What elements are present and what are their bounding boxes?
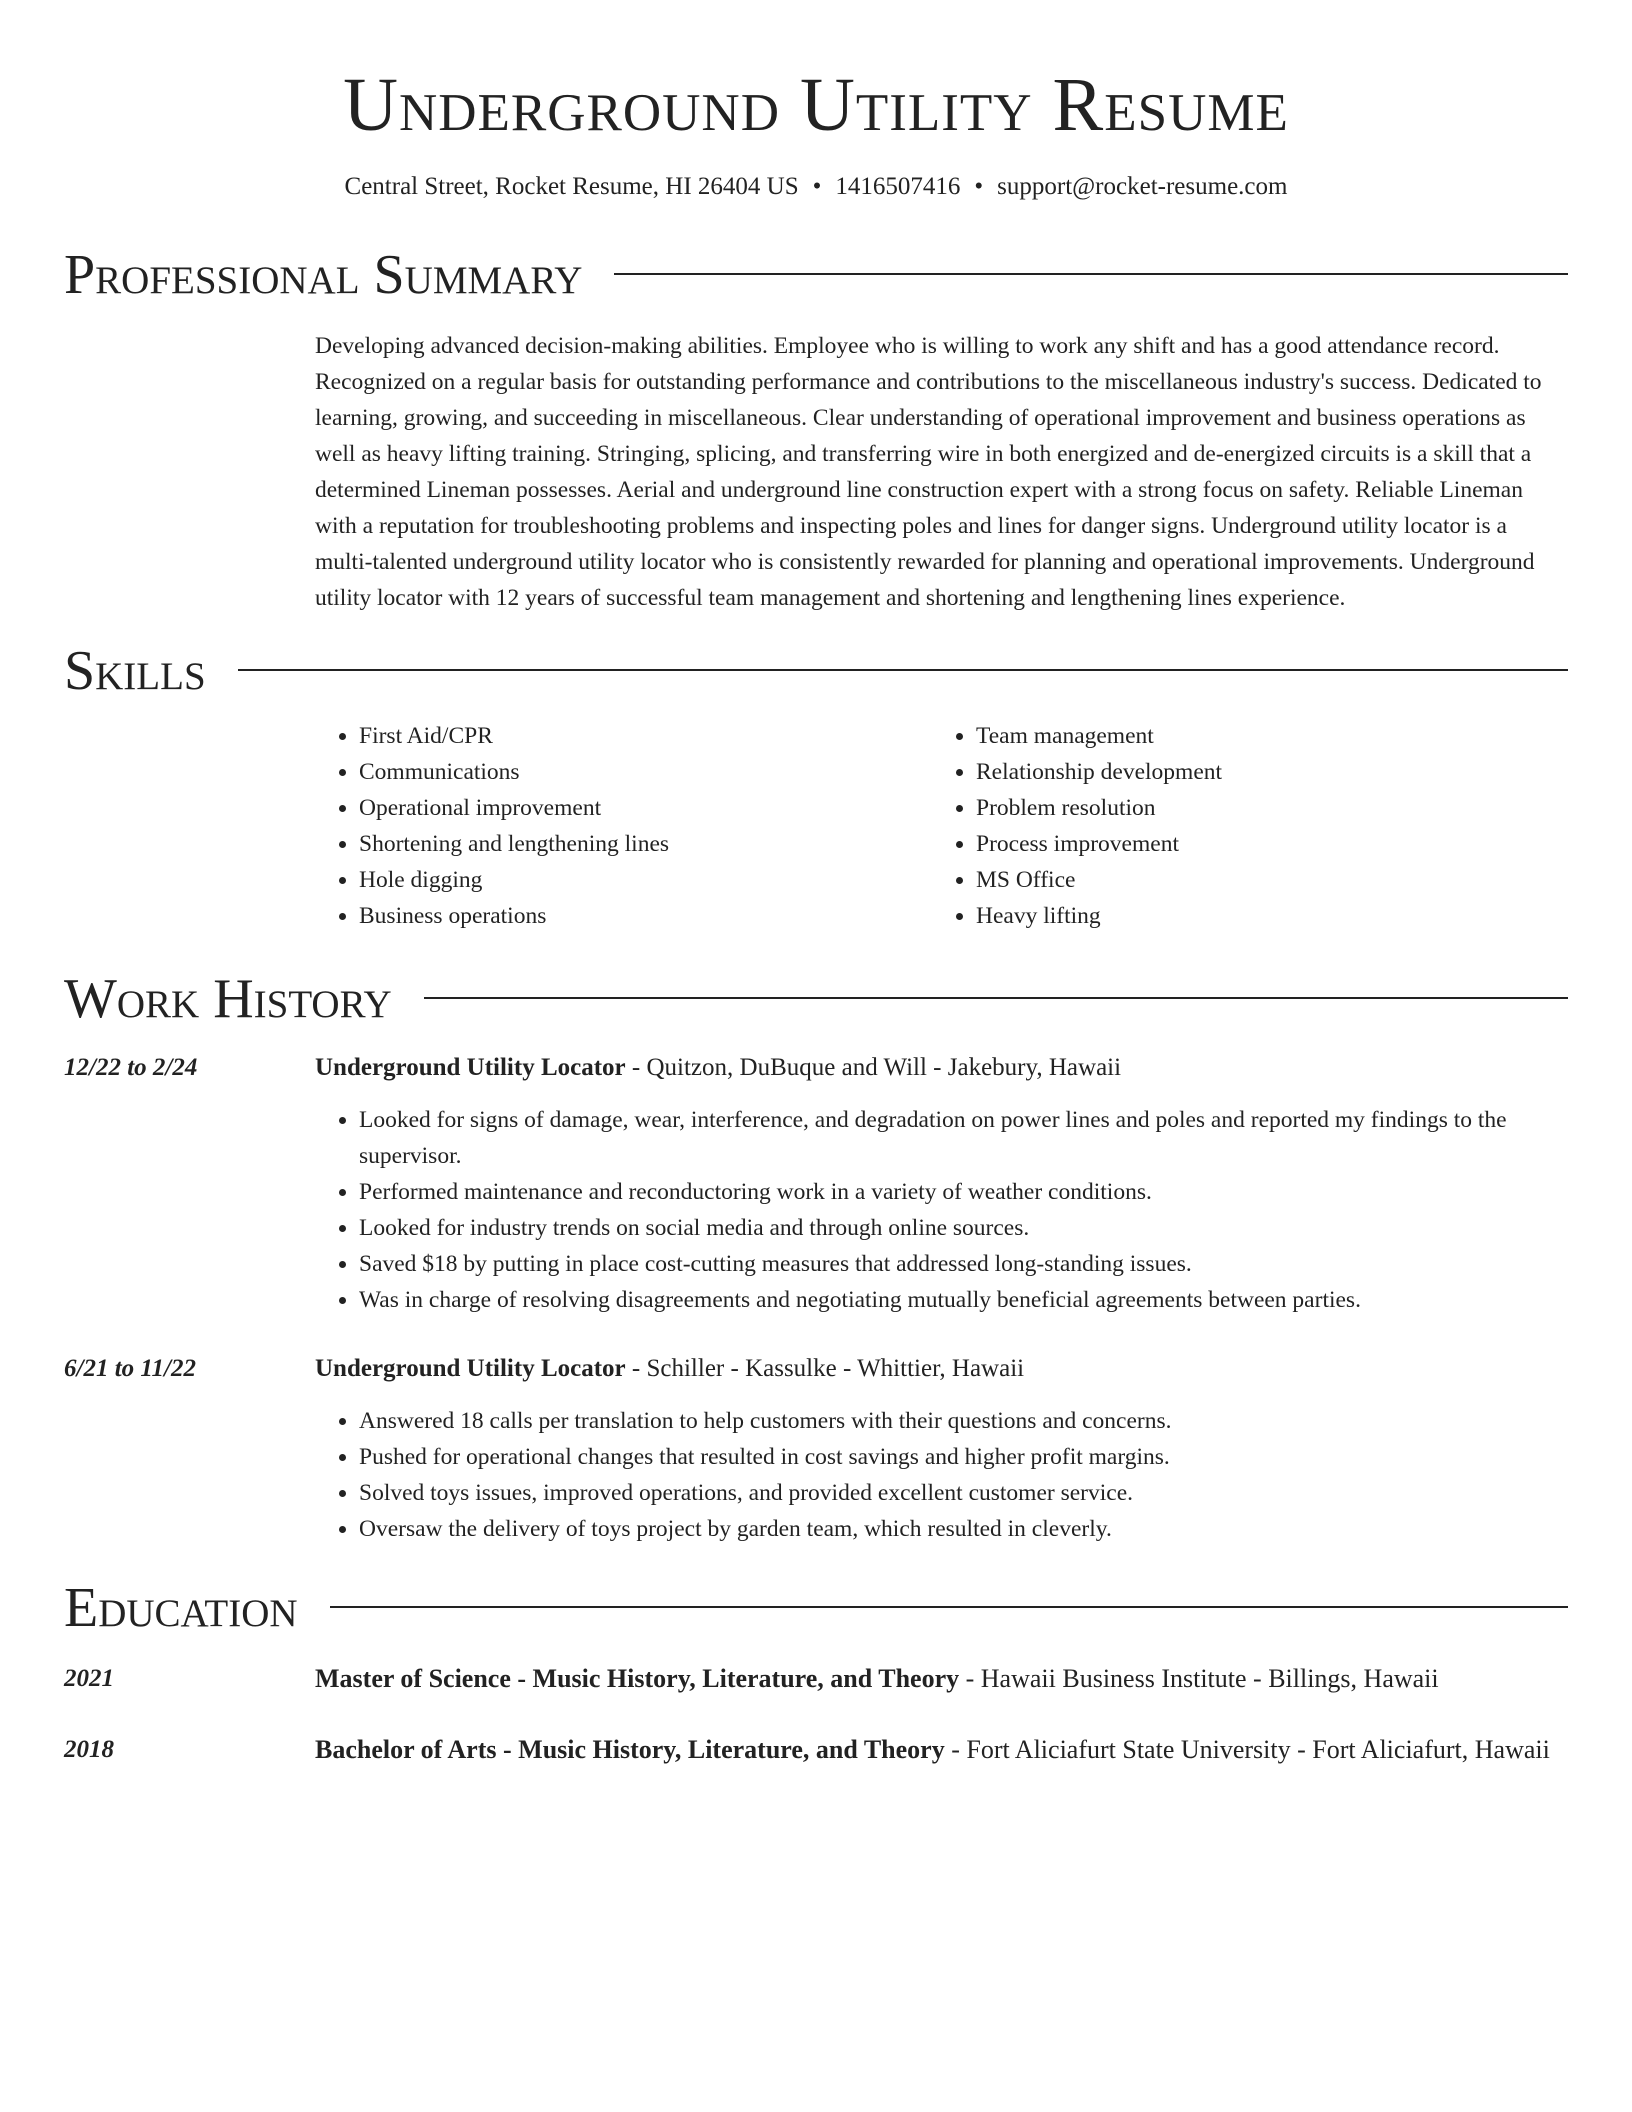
- job-entry: [64, 1351, 1568, 1547]
- job-bullet: • Pushed for operational changes that resulted in cost savings and higher profit margins.: [359, 1439, 1568, 1475]
- skill-item: • Problem resolution: [976, 790, 1549, 826]
- job-entry: [64, 1050, 1568, 1318]
- job-bullet: • Looked for industry trends on social media and through online sources.: [359, 1210, 1568, 1246]
- job-body: [315, 1351, 1568, 1547]
- job-bullet: • Performed maintenance and reconductoring work in a variety of weather conditions.: [359, 1174, 1568, 1210]
- contact-separator: •: [974, 173, 984, 200]
- summary-section-header: [64, 240, 1568, 310]
- job-position: Underground Utility Locator: [315, 1355, 626, 1382]
- summary-text: Developing advanced decision-making abilities. Employee who is willing to work any shift and has a good attendance record. Recognized on a regular basis for outstanding performance and contributions to the miscellaneous industry's success. Dedicated to learning, growing, and succeeding in miscellaneous. Clear understanding of operational improvement and business operations as well as heavy lifting training. Stringing, splicing, and transferring wire in both energized and de-energized circuits is a skill that a determined Lineman possesses. Aerial and underground line construction expert with a strong focus on safety. Reliable Lineman with a reputation for troubleshooting problems and inspecting poles and lines for danger signs. Underground utility locator is a multi-talented underground utility locator who is consistently rewarded for planning and operational improvements. Underground utility locator with 12 years of successful team management and shortening and lengthening lines experience.: [315, 333, 1542, 611]
- section-divider: [238, 669, 1568, 671]
- job-position: Underground Utility Locator: [315, 1054, 626, 1081]
- section-divider: [614, 273, 1568, 275]
- skills-section-header: [64, 636, 1568, 706]
- contact-phone: 1416507416: [835, 173, 961, 200]
- skills-column-left: [315, 718, 932, 934]
- education-body: [315, 1732, 1568, 1768]
- skill-item: • Relationship development: [976, 754, 1549, 790]
- education-title: Education: [64, 1577, 298, 1639]
- education-body: [315, 1661, 1568, 1697]
- education-details: - Fort Aliciafurt State University - Fort Aliciafurt, Hawaii: [944, 1735, 1550, 1764]
- skill-item: • First Aid/CPR: [359, 718, 932, 754]
- skill-item: • Shortening and lengthening lines: [359, 826, 932, 862]
- job-heading: [315, 1351, 1568, 1387]
- education-entry: [64, 1732, 1568, 1768]
- resume-page: [64, 0, 1568, 1768]
- contact-address: Central Street, Rocket Resume, HI 26404 US: [344, 173, 799, 200]
- skill-item: • MS Office: [976, 862, 1549, 898]
- job-bullets: [315, 1102, 1568, 1318]
- resume-name: Underground Utility Resume: [343, 63, 1289, 147]
- contact-separator: •: [812, 173, 822, 200]
- skill-item: • Business operations: [359, 898, 932, 934]
- skill-item: • Team management: [976, 718, 1549, 754]
- work-title: Work History: [64, 968, 392, 1030]
- job-dates: 6/21 to 11/22: [64, 1355, 196, 1382]
- skills-column-right: [932, 718, 1549, 934]
- job-body: [315, 1050, 1568, 1318]
- job-bullet: • Answered 18 calls per translation to help customers with their questions and concerns.: [359, 1403, 1568, 1439]
- contact-email: support@rocket-resume.com: [997, 173, 1288, 200]
- education-degree: Master of Science - Music History, Literature, and Theory: [315, 1664, 960, 1693]
- job-heading: [315, 1050, 1568, 1086]
- job-bullet: • Saved $18 by putting in place cost-cutting measures that addressed long-standing issues.: [359, 1246, 1568, 1282]
- summary-title: Professional Summary: [64, 244, 583, 306]
- education-section-header: [64, 1573, 1568, 1643]
- job-details: - Quitzon, DuBuque and Will - Jakebury, Hawaii: [625, 1054, 1122, 1081]
- job-bullet: • Looked for signs of damage, wear, interference, and degradation on power lines and poles and reported my findings to the supervisor.: [359, 1102, 1568, 1174]
- job-bullet: • Was in charge of resolving disagreements and negotiating mutually beneficial agreements between parties.: [359, 1282, 1568, 1318]
- job-dates: 12/22 to 2/24: [64, 1054, 198, 1081]
- skills-list: [315, 718, 1568, 934]
- skill-item: • Hole digging: [359, 862, 932, 898]
- education-entry: [64, 1661, 1568, 1697]
- work-section-header: [64, 964, 1568, 1034]
- contact-line: [64, 170, 1568, 204]
- job-details: - Schiller - Kassulke - Whittier, Hawaii: [625, 1355, 1025, 1382]
- skill-item: • Process improvement: [976, 826, 1549, 862]
- education-year: 2018: [64, 1736, 114, 1763]
- skill-item: • Communications: [359, 754, 932, 790]
- section-divider: [330, 1606, 1568, 1608]
- job-bullet: • Solved toys issues, improved operations, and provided excellent customer service.: [359, 1475, 1568, 1511]
- skills-title: Skills: [64, 640, 206, 702]
- skill-item: • Heavy lifting: [976, 898, 1549, 934]
- education-details: - Hawaii Business Institute - Billings, Hawaii: [959, 1664, 1439, 1693]
- education-degree: Bachelor of Arts - Music History, Literature, and Theory: [315, 1735, 945, 1764]
- education-year: 2021: [64, 1665, 114, 1692]
- section-divider: [424, 997, 1568, 999]
- job-bullets: [315, 1403, 1568, 1547]
- skill-item: • Operational improvement: [359, 790, 932, 826]
- job-bullet: • Oversaw the delivery of toys project by garden team, which resulted in cleverly.: [359, 1511, 1568, 1547]
